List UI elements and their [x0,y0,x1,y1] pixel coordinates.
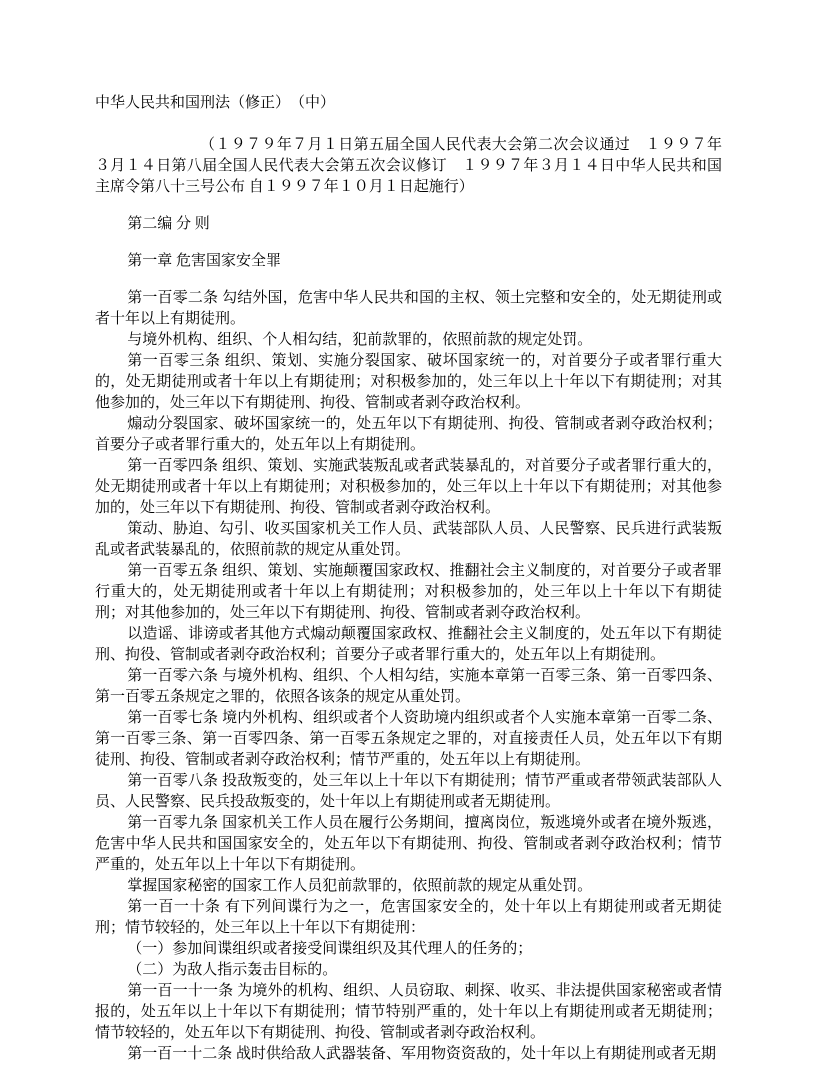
law-paragraph: 第一百零九条 国家机关工作人员在履行公务期间，擅离岗位，叛逃境外或者在境外叛逃，危害中华人民共和国国家安全的，处五年以下有期徒刑、拘役、管制或者剥夺政治权利；情节严重的，处五年以上十年以下有期徒刑。 [95,815,722,873]
law-paragraph: 与境外机构、组织、个人相勾结，犯前款罪的，依照前款的规定处罚。 [127,332,593,348]
law-paragraph: 掌握国家秘密的国家工作人员犯前款罪的，依照前款的规定从重处罚。 [127,878,593,894]
law-paragraph: 以造谣、诽谤或者其他方式煽动颠覆国家政权、推翻社会主义制度的，处五年以下有期徒刑、拘役、管制或者剥夺政治权利；首要分子或者罪行重大的，处五年以上有期徒刑。 [95,626,722,663]
document-page [95,93,722,1065]
law-paragraph: 第一百一十一条 为境外的机构、组织、人员窃取、刺探、收买、非法提供国家秘密或者情报的，处五年以上十年以下有期徒刑；情节特别严重的，处十年以上有期徒刑或者无期徒刑；情节较轻的，处五年以下有期徒刑、拘役、管制或者剥夺政治权利。 [95,983,722,1041]
law-paragraph: 第一百零三条 组织、策划、实施分裂国家、破坏国家统一的，对首要分子或者罪行重大的，处无期徒刑或者十年以上有期徒刑；对积极参加的，处三年以上十年以下有期徒刑；对其他参加的，处三年以下有期徒刑、拘役、管制或者剥夺政治权利。 [95,353,722,411]
document-title: 中华人民共和国刑法（修正） （中） [95,95,336,111]
law-paragraph: 第一百零二条 勾结外国，危害中华人民共和国的主权、领土完整和安全的，处无期徒刑或者十年以上有期徒刑。 [95,290,722,327]
law-paragraph: 第一百一十二条 战时供给敌人武器装备、军用物资资敌的，处十年以上有期徒刑或者无期 [127,1046,717,1062]
law-paragraph: 第一百零八条 投敌叛变的，处三年以上十年以下有期徒刑；情节严重或者带领武装部队人员、人民警察、民兵投敌叛变的，处十年以上有期徒刑或者无期徒刑。 [95,773,722,810]
enactment-preamble: （１９７９年７月１日第五届全国人民代表大会第二次会议通过 １９９７年３月１４日第八届全国人民代表大会第五次会议修订 １９９７年３月１４日中华人民共和国主席令第八十三号公布 自１９９７年１０月１日起施行） [95,137,722,195]
part-heading: 第二编 分 则 [127,216,210,232]
law-paragraph: 煽动分裂国家、破坏国家统一的，处五年以下有期徒刑、拘役、管制或者剥夺政治权利；首要分子或者罪行重大的，处五年以上有期徒刑。 [95,416,722,453]
law-paragraph: （二）为敌人指示轰击目标的。 [127,962,338,978]
law-paragraph: 第一百零四条 组织、策划、实施武装叛乱或者武装暴乱的，对首要分子或者罪行重大的，处无期徒刑或者十年以上有期徒刑；对积极参加的，处三年以上十年以下有期徒刑；对其他参加的，处三年以下有期徒刑、拘役、管制或者剥夺政治权利。 [95,458,722,516]
law-paragraph: （一）参加间谍组织或者接受间谍组织及其代理人的任务的； [127,941,533,957]
law-paragraph: 策动、胁迫、勾引、收买国家机关工作人员、武装部队人员、人民警察、民兵进行武装叛乱或者武装暴乱的，依照前款的规定从重处罚。 [95,521,722,558]
chapter-heading: 第一章 危害国家安全罪 [127,253,282,269]
law-paragraph: 第一百零五条 组织、策划、实施颠覆国家政权、推翻社会主义制度的，对首要分子或者罪行重大的，处无期徒刑或者十年以上有期徒刑；对积极参加的，处三年以上十年以下有期徒刑；对其他参加的，处三年以下有期徒刑、拘役、管制或者剥夺政治权利。 [95,563,722,621]
law-paragraph: 第一百零六条 与境外机构、组织、个人相勾结，实施本章第一百零三条、第一百零四条、第一百零五条规定之罪的，依照各该条的规定从重处罚。 [95,668,722,705]
law-paragraph: 第一百一十条 有下列间谍行为之一，危害国家安全的，处十年以上有期徒刑或者无期徒刑；情节较轻的，处三年以上十年以下有期徒刑： [95,899,722,936]
law-paragraph: 第一百零七条 境内外机构、组织或者个人资助境内组织或者个人实施本章第一百零二条、第一百零三条、第一百零四条、第一百零五条规定之罪的，对直接责任人员，处五年以下有期徒刑、拘役、管制或者剥夺政治权利；情节严重的，处五年以上有期徒刑。 [95,710,722,768]
